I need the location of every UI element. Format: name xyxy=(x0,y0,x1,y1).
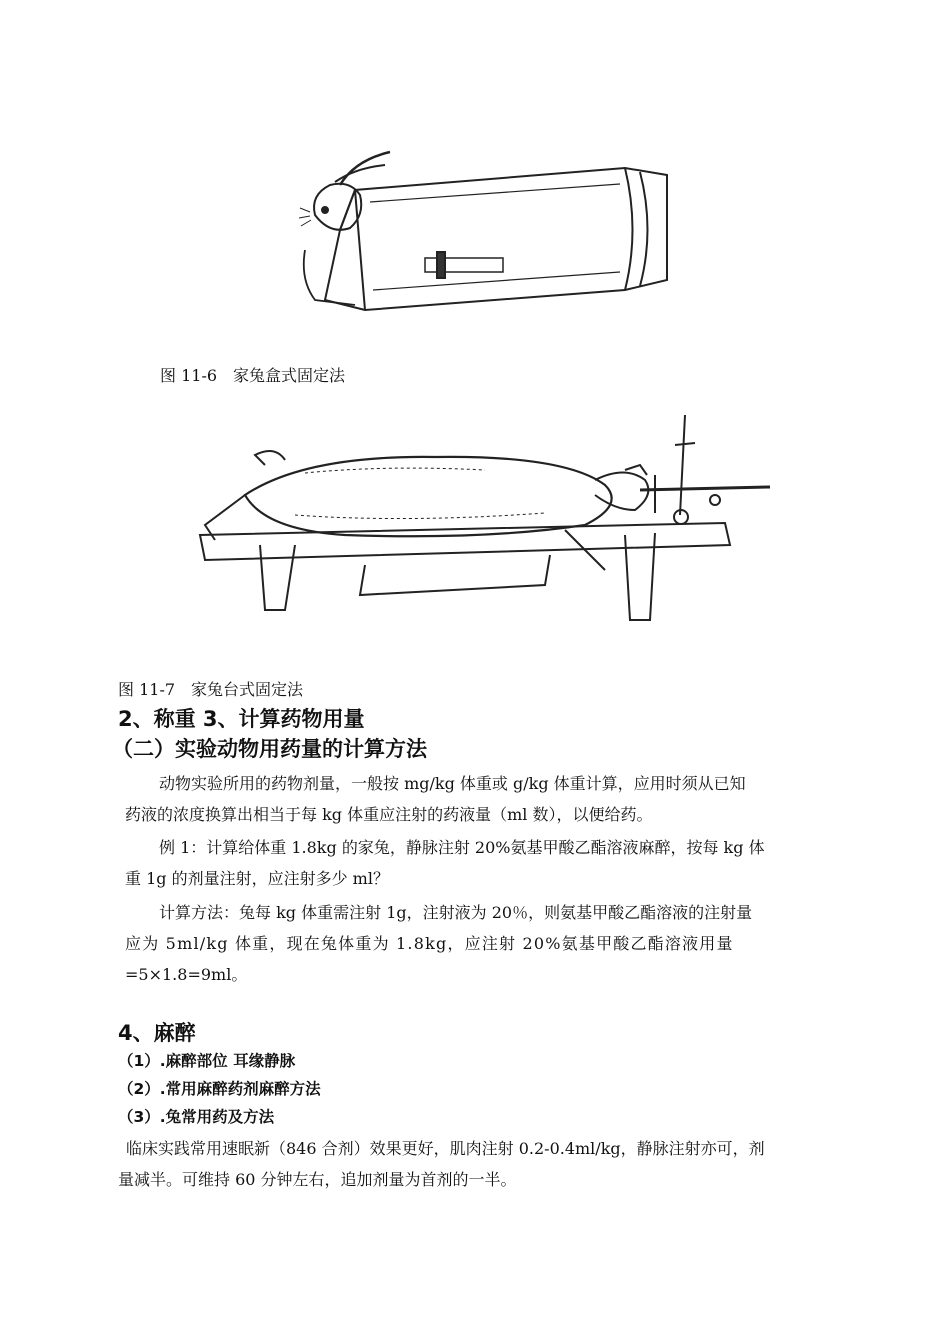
method-line-3: =5×1.8=9ml。 xyxy=(125,965,248,984)
subheading-anesthesia-site: （1）.麻醉部位 耳缘静脉 xyxy=(118,1052,296,1070)
rabbit-box-drawing xyxy=(295,140,685,325)
figure-11-7-caption: 图 11-7 家兔台式固定法 xyxy=(118,680,304,699)
heading-section-2: （二）实验动物用药量的计算方法 xyxy=(112,737,427,761)
intro-line-2: 药液的浓度换算出相当于每 kg 体重应注射的药液量（ml 数），以便给药。 xyxy=(125,805,653,824)
figure-11-6-caption: 图 11-6 家兔盒式固定法 xyxy=(160,366,346,385)
paragraph-intro xyxy=(125,768,837,830)
method-line-1: 计算方法：兔每 kg 体重需注射 1g，注射液为 20％，则氨基甲酸乙酯溶液的注射量 xyxy=(159,903,753,922)
intro-line-1: 动物实验所用的药物剂量，一般按 mg/kg 体重或 g/kg 体重计算，应用时须从已知 xyxy=(159,774,746,793)
example1-line-2: 重 1g 的剂量注射，应注射多少 ml？ xyxy=(125,869,389,888)
subheading-rabbit-drugs: （3）.兔常用药及方法 xyxy=(118,1108,275,1126)
heading-weigh-and-calculate: 2、称重 3、计算药物用量 xyxy=(118,707,365,731)
clinical-line-2: 量减半。可维持 60 分钟左右，追加剂量为首剂的一半。 xyxy=(118,1170,517,1189)
heading-anesthesia: 4、麻醉 xyxy=(118,1021,196,1045)
example1-line-1: 例 1：计算给体重 1.8kg 的家兔，静脉注射 20%氨基甲酸乙酯溶液麻醉，按每 kg 体 xyxy=(159,838,765,857)
paragraph-method xyxy=(125,897,837,990)
subheading-anesthesia-method: （2）.常用麻醉药剂麻醉方法 xyxy=(118,1080,321,1098)
method-line-2: 应为 5ml/kg 体重，现在兔体重为 1.8kg，应注射 20%氨基甲酸乙酯溶液用量 xyxy=(125,934,734,953)
clinical-line-1: 临床实践常用速眠新（846 合剂）效果更好，肌肉注射 0.2-0.4ml/kg，静脉注射亦可，剂 xyxy=(126,1139,765,1158)
paragraph-example-1 xyxy=(125,832,837,894)
rabbit-table-drawing xyxy=(185,395,780,635)
figure-11-7-illustration xyxy=(185,395,780,635)
figure-11-6-illustration xyxy=(295,140,685,325)
paragraph-clinical xyxy=(118,1133,848,1195)
